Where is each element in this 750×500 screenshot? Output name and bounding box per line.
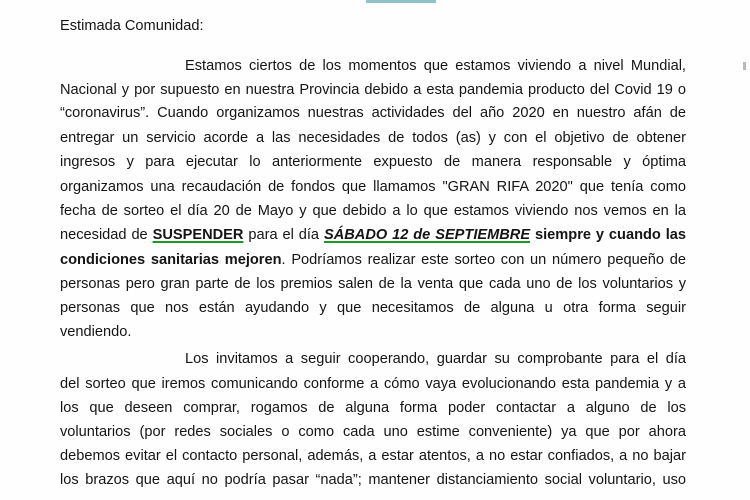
p1-line — [60, 251, 686, 269]
p1-line: personas pero gran parte de los premios salen de la venta que cada uno de los voluntarios y — [60, 276, 686, 292]
suspender-emphasis: SUSPENDER — [152, 227, 244, 243]
p1-line-suspender — [60, 226, 686, 244]
text: necesidad de — [60, 227, 148, 243]
p2-line: voluntarios (por redes sociales o como cada uno estime conveniente) ya que por ahora — [60, 424, 686, 440]
salutation: Estimada Comunidad: — [60, 18, 204, 34]
p1-line: ingresos y para ejecutar lo anteriormente expuesto de manera responsable y óptima — [60, 154, 686, 170]
p2-line: del sorteo que iremos comunicando conforme a cómo vaya evolucionando esta pandemia y a — [60, 376, 686, 392]
p2-line: los que deseen comprar, rogamos de alguna forma poder contactar a alguno de los — [60, 400, 686, 416]
sanitary-conditions: condiciones sanitarias mejoren — [60, 252, 282, 268]
p1-line: fecha de sorteo el día 20 de Mayo y que debido a lo que estamos viviendo nos vemos en la — [60, 203, 686, 219]
p1-line: personas que nos están ayudando y que necesitamos de alguna u otra forma seguir — [60, 300, 686, 316]
p1-line: entregar un servicio acorde a las necesidades de todos (as) y con el objetivo de obtener — [60, 130, 686, 146]
p2-line: debemos evitar el contacto personal, además, a estar atentos, a no estar confiados, a no bajar — [60, 448, 686, 464]
scan-edge-mark — [366, 0, 436, 3]
p1-line: organizamos una recaudación de fondos que llamamos "GRAN RIFA 2020" que tenía como — [60, 179, 686, 195]
p1-line: “coronavirus”. Cuando organizamos nuestras actividades del año 2020 en nuestro afán de — [60, 105, 686, 121]
p2-line: Los invitamos a seguir cooperando, guardar su comprobante para el día — [185, 351, 686, 367]
text: para el día — [248, 227, 320, 243]
condition-text: siempre y cuando las — [535, 227, 687, 243]
p2-line: los brazos que aquí no podría pasar “nada”; mantener distanciamiento social voluntario, uso — [60, 472, 686, 488]
text: . Podríamos realizar este sorteo con un número pequeño de — [281, 252, 686, 268]
new-draw-date: SÁBADO 12 de SEPTIEMBRE — [323, 227, 531, 243]
p1-line: Nacional y por supuesto en nuestra Provincia debido a esta pandemia producto del Covid 19 o — [60, 82, 686, 98]
p1-line: vendiendo. — [60, 324, 132, 340]
scan-margin-mark — [743, 62, 746, 70]
p1-line: Estamos ciertos de los momentos que estamos viviendo a nivel Mundial, — [185, 58, 686, 74]
